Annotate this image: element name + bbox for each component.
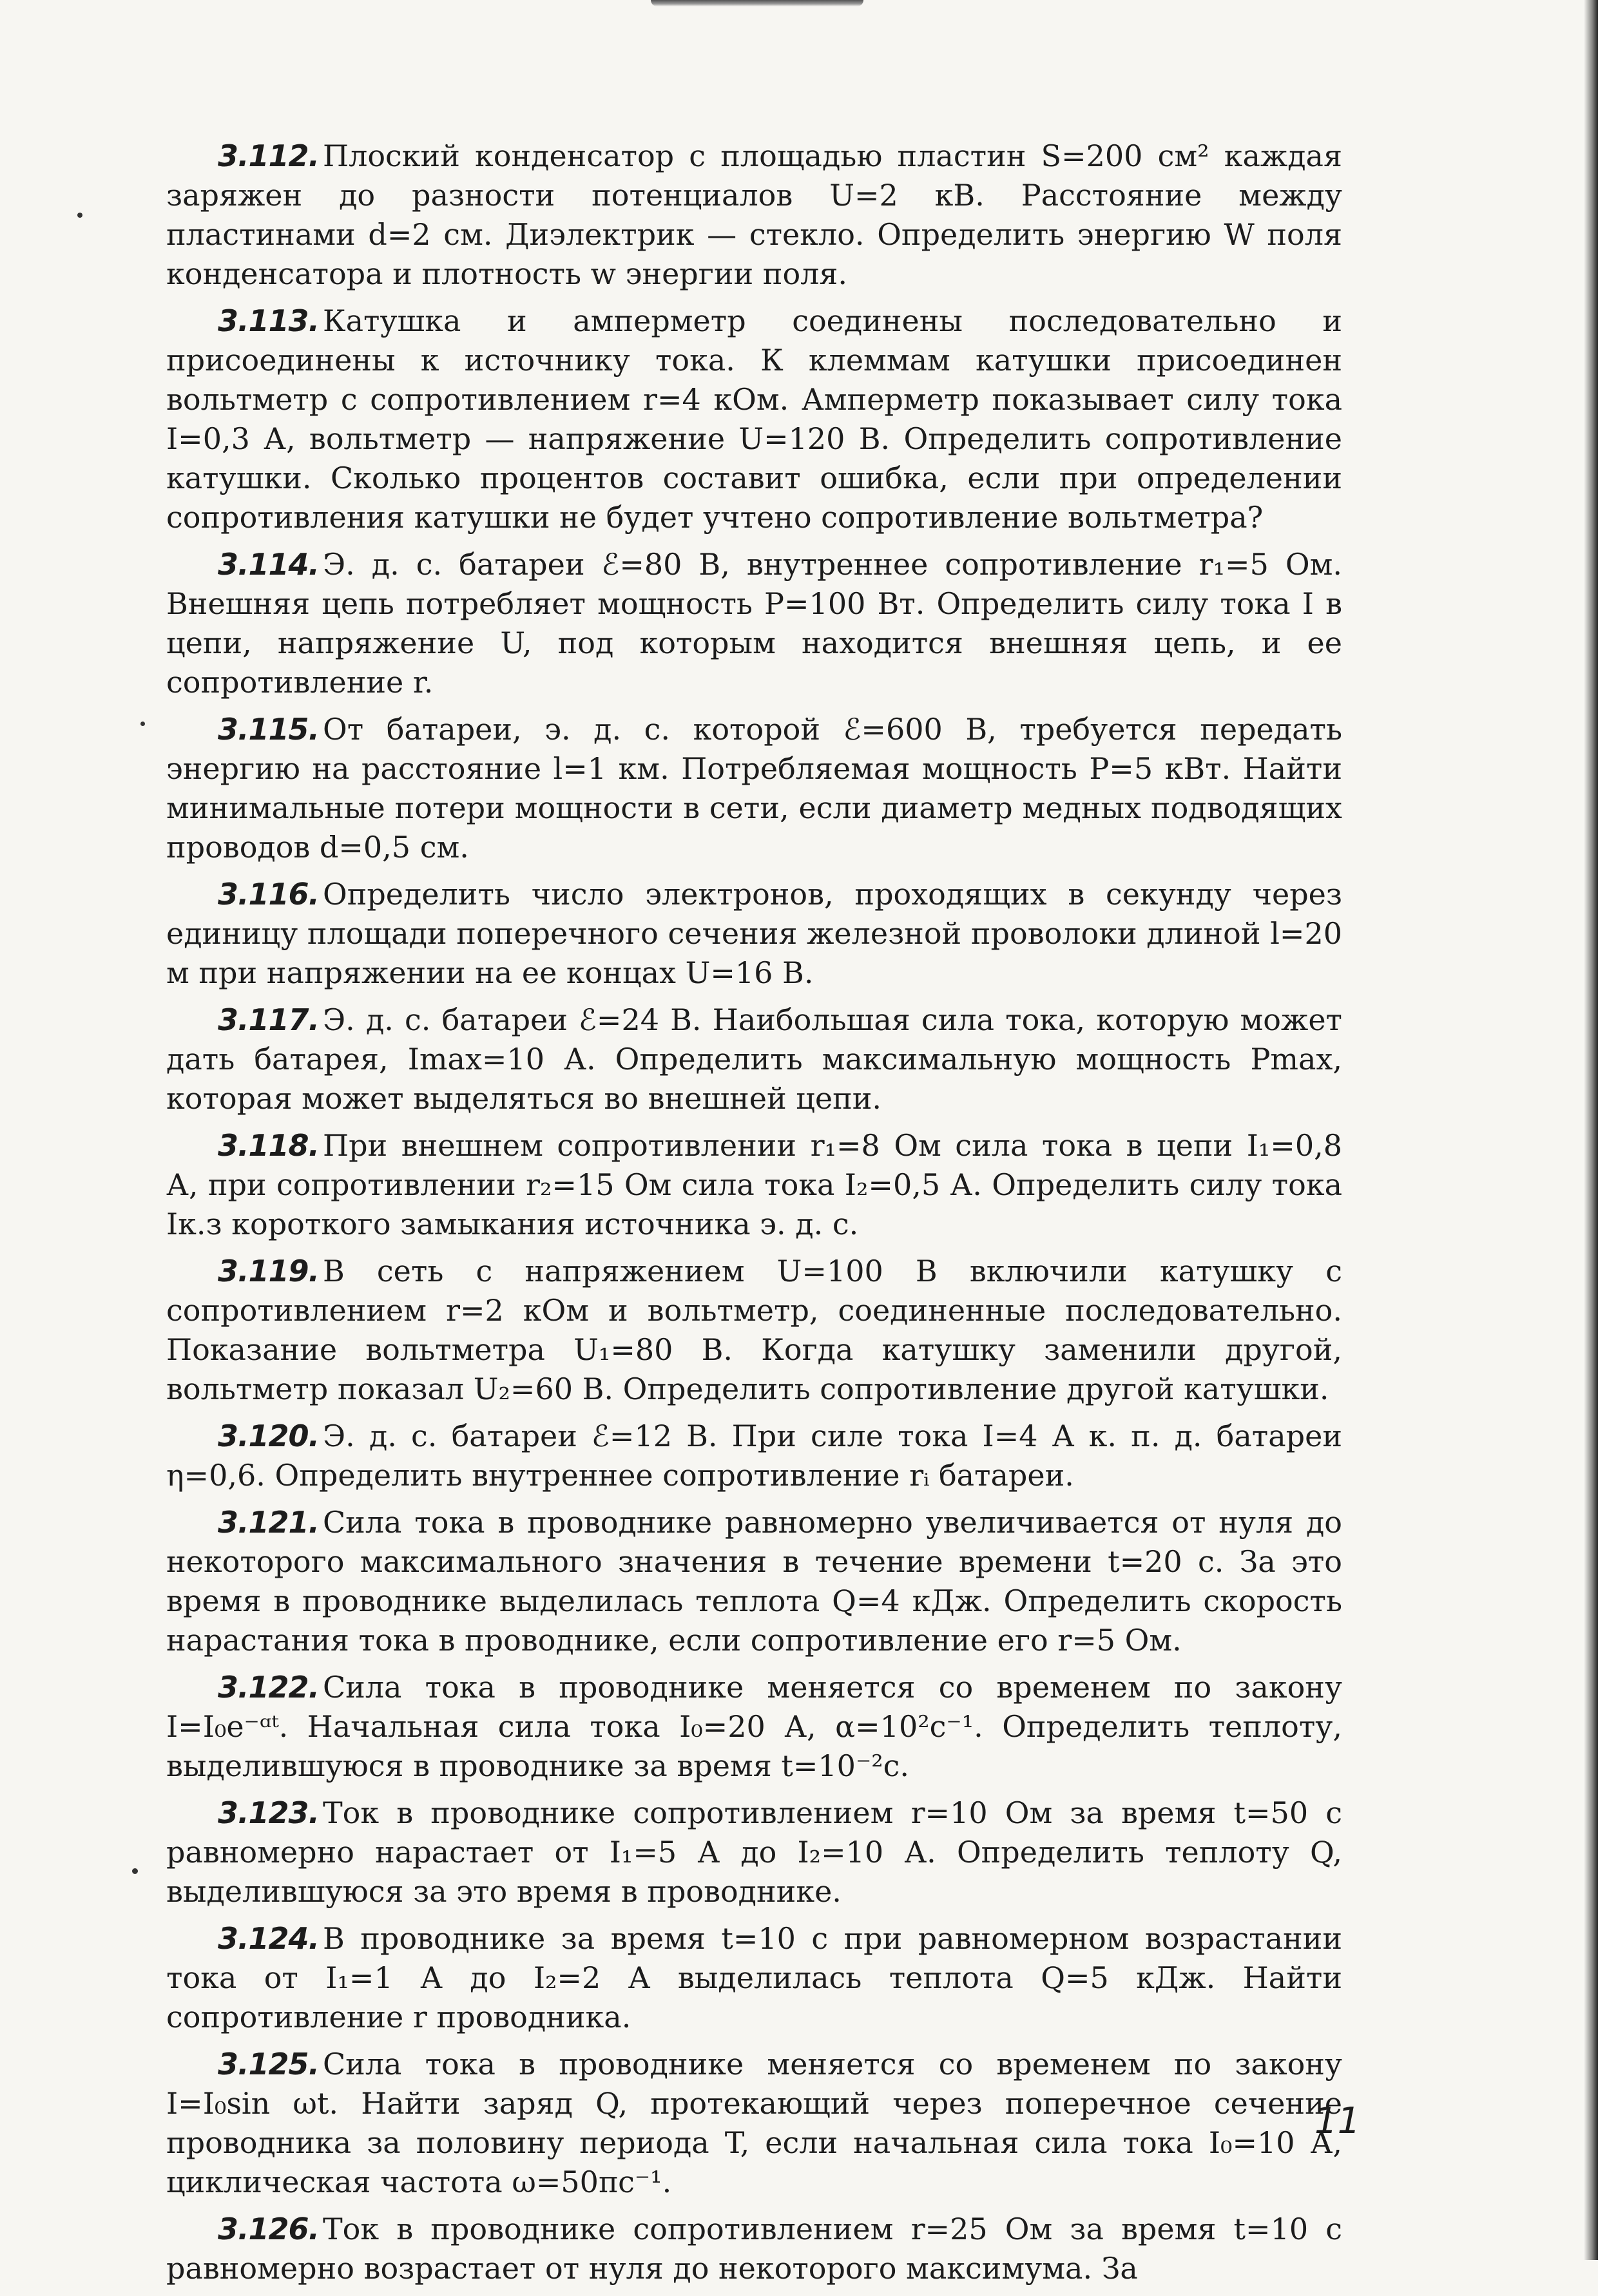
problem-3-112 bbox=[166, 137, 1342, 294]
problem-number: 3.115. bbox=[218, 712, 319, 747]
problem-text: Сила тока в проводнике равномерно увеличивается от нуля до некоторого максимального значения в течение времени t=20 с. За это время в проводнике выделилась теплота Q=4 кДж. Определить скорость нарастания тока в проводнике, если сопротивление его r=5 Ом. bbox=[166, 1505, 1342, 1658]
scan-edge-shadow bbox=[1584, 0, 1598, 2260]
problem-text: Э. д. с. батареи ℰ=12 В. При силе тока I=4 А к. п. д. батареи η=0,6. Определить внутреннее сопротивление rᵢ батареи. bbox=[166, 1419, 1342, 1493]
problem-3-117 bbox=[166, 1000, 1342, 1118]
problem-number: 3.126. bbox=[218, 2212, 319, 2246]
problem-number: 3.121. bbox=[218, 1505, 319, 1540]
problem-3-120 bbox=[166, 1417, 1342, 1495]
problem-number: 3.118. bbox=[218, 1128, 319, 1163]
problem-text: От батареи, э. д. с. которой ℰ=600 В, требуется передать энергию на расстояние l=1 км. Потребляемая мощность P=5 кВт. Найти минимальные потери мощности в сети, если диаметр медных подводящих проводов d=0,5 см. bbox=[166, 712, 1342, 865]
problem-number: 3.116. bbox=[218, 877, 319, 912]
problem-text: В сеть с напряжением U=100 В включили катушку с сопротивлением r=2 кОм и вольтметр, соединенные последовательно. Показание вольтметра U₁=80 В. Когда катушку заменили другой, вольтметр показал U₂=60 В. Определить сопротивление другой катушки. bbox=[166, 1254, 1342, 1406]
problem-text: Ток в проводнике сопротивлением r=25 Ом за время t=10 с равномерно возрастает от нуля до некоторого максимума. За bbox=[166, 2212, 1342, 2286]
problem-number: 3.114. bbox=[218, 547, 319, 582]
problem-text: Э. д. с. батареи ℰ=24 В. Наибольшая сила тока, которую может дать батарея, Imax=10 А. Определить максимальную мощность Pmax, которая может выделяться во внешней цепи. bbox=[166, 1002, 1342, 1116]
problem-text: Катушка и амперметр соединены последовательно и присоединены к источнику тока. К клеммам катушки присоединен вольтметр с сопротивлением r=4 кОм. Амперметр показывает силу тока I=0,3 А, вольтметр — напряжение U=120 В. Определить сопротивление катушки. Сколько процентов составит ошибка, если при определении сопротивления катушки не будет учтено сопротивление вольтметра? bbox=[166, 303, 1342, 535]
problem-3-121 bbox=[166, 1503, 1342, 1660]
problem-3-115 bbox=[166, 710, 1342, 867]
problem-number: 3.113. bbox=[218, 303, 319, 338]
problem-list bbox=[166, 137, 1342, 2296]
problem-text: Сила тока в проводнике меняется со временем по закону I=I₀e⁻ᵅᵗ. Начальная сила тока I₀=20 А, α=10²с⁻¹. Определить теплоту, выделившуюся в проводнике за время t=10⁻²с. bbox=[166, 1670, 1342, 1783]
problem-number: 3.122. bbox=[218, 1670, 319, 1705]
problem-3-123 bbox=[166, 1794, 1342, 1911]
scan-artifact-top bbox=[651, 0, 863, 6]
problem-text: Плоский конденсатор с площадью пластин S=200 см² каждая заряжен до разности потенциалов U=2 кВ. Расстояние между пластинами d=2 см. Диэлектрик — стекло. Определить энергию W поля конденсатора и плотность w энергии поля. bbox=[166, 139, 1342, 291]
problem-text: При внешнем сопротивлении r₁=8 Ом сила тока в цепи I₁=0,8 А, при сопротивлении r₂=15 Ом сила тока I₂=0,5 А. Определить силу тока Iк.з короткого замыкания источника э. д. с. bbox=[166, 1128, 1342, 1241]
problem-3-124 bbox=[166, 1919, 1342, 2037]
problem-number: 3.119. bbox=[218, 1254, 319, 1288]
problem-3-126 bbox=[166, 2210, 1342, 2288]
problem-number: 3.125. bbox=[218, 2047, 319, 2081]
problem-3-116 bbox=[166, 875, 1342, 993]
problem-number: 3.112. bbox=[218, 139, 319, 173]
problem-text: Сила тока в проводнике меняется со временем по закону I=I₀sin ωt. Найти заряд Q, протекающий через поперечное сечение проводника за половину периода T, если начальная сила тока I₀=10 А, циклическая частота ω=50πс⁻¹. bbox=[166, 2047, 1342, 2199]
problem-number: 3.124. bbox=[218, 1921, 319, 1956]
problem-number: 3.120. bbox=[218, 1419, 319, 1453]
problem-number: 3.123. bbox=[218, 1795, 319, 1830]
page-number: 11 bbox=[1314, 2100, 1361, 2142]
scan-speck bbox=[77, 213, 82, 218]
problem-3-114 bbox=[166, 545, 1342, 702]
problem-3-119 bbox=[166, 1252, 1342, 1409]
problem-3-125 bbox=[166, 2045, 1342, 2202]
scan-speck bbox=[140, 722, 145, 726]
problem-3-113 bbox=[166, 301, 1342, 537]
problem-text: Э. д. с. батареи ℰ=80 В, внутреннее сопротивление r₁=5 Ом. Внешняя цепь потребляет мощность P=100 Вт. Определить силу тока I в цепи, напряжение U, под которым находится внешняя цепь, и ее сопротивление r. bbox=[166, 547, 1342, 700]
problem-3-122 bbox=[166, 1668, 1342, 1786]
problem-text: Ток в проводнике сопротивлением r=10 Ом за время t=50 с равномерно нарастает от I₁=5 А до I₂=10 А. Определить теплоту Q, выделившуюся за это время в проводнике. bbox=[166, 1795, 1342, 1909]
problem-text: В проводнике за время t=10 с при равномерном возрастании тока от I₁=1 А до I₂=2 А выделилась теплота Q=5 кДж. Найти сопротивление r проводника. bbox=[166, 1921, 1342, 2034]
problem-text: Определить число электронов, проходящих в секунду через единицу площади поперечного сечения железной проволоки длиной l=20 м при напряжении на ее концах U=16 В. bbox=[166, 877, 1342, 990]
scan-speck bbox=[132, 1868, 138, 1874]
problem-3-118 bbox=[166, 1126, 1342, 1244]
problem-number: 3.117. bbox=[218, 1002, 319, 1037]
